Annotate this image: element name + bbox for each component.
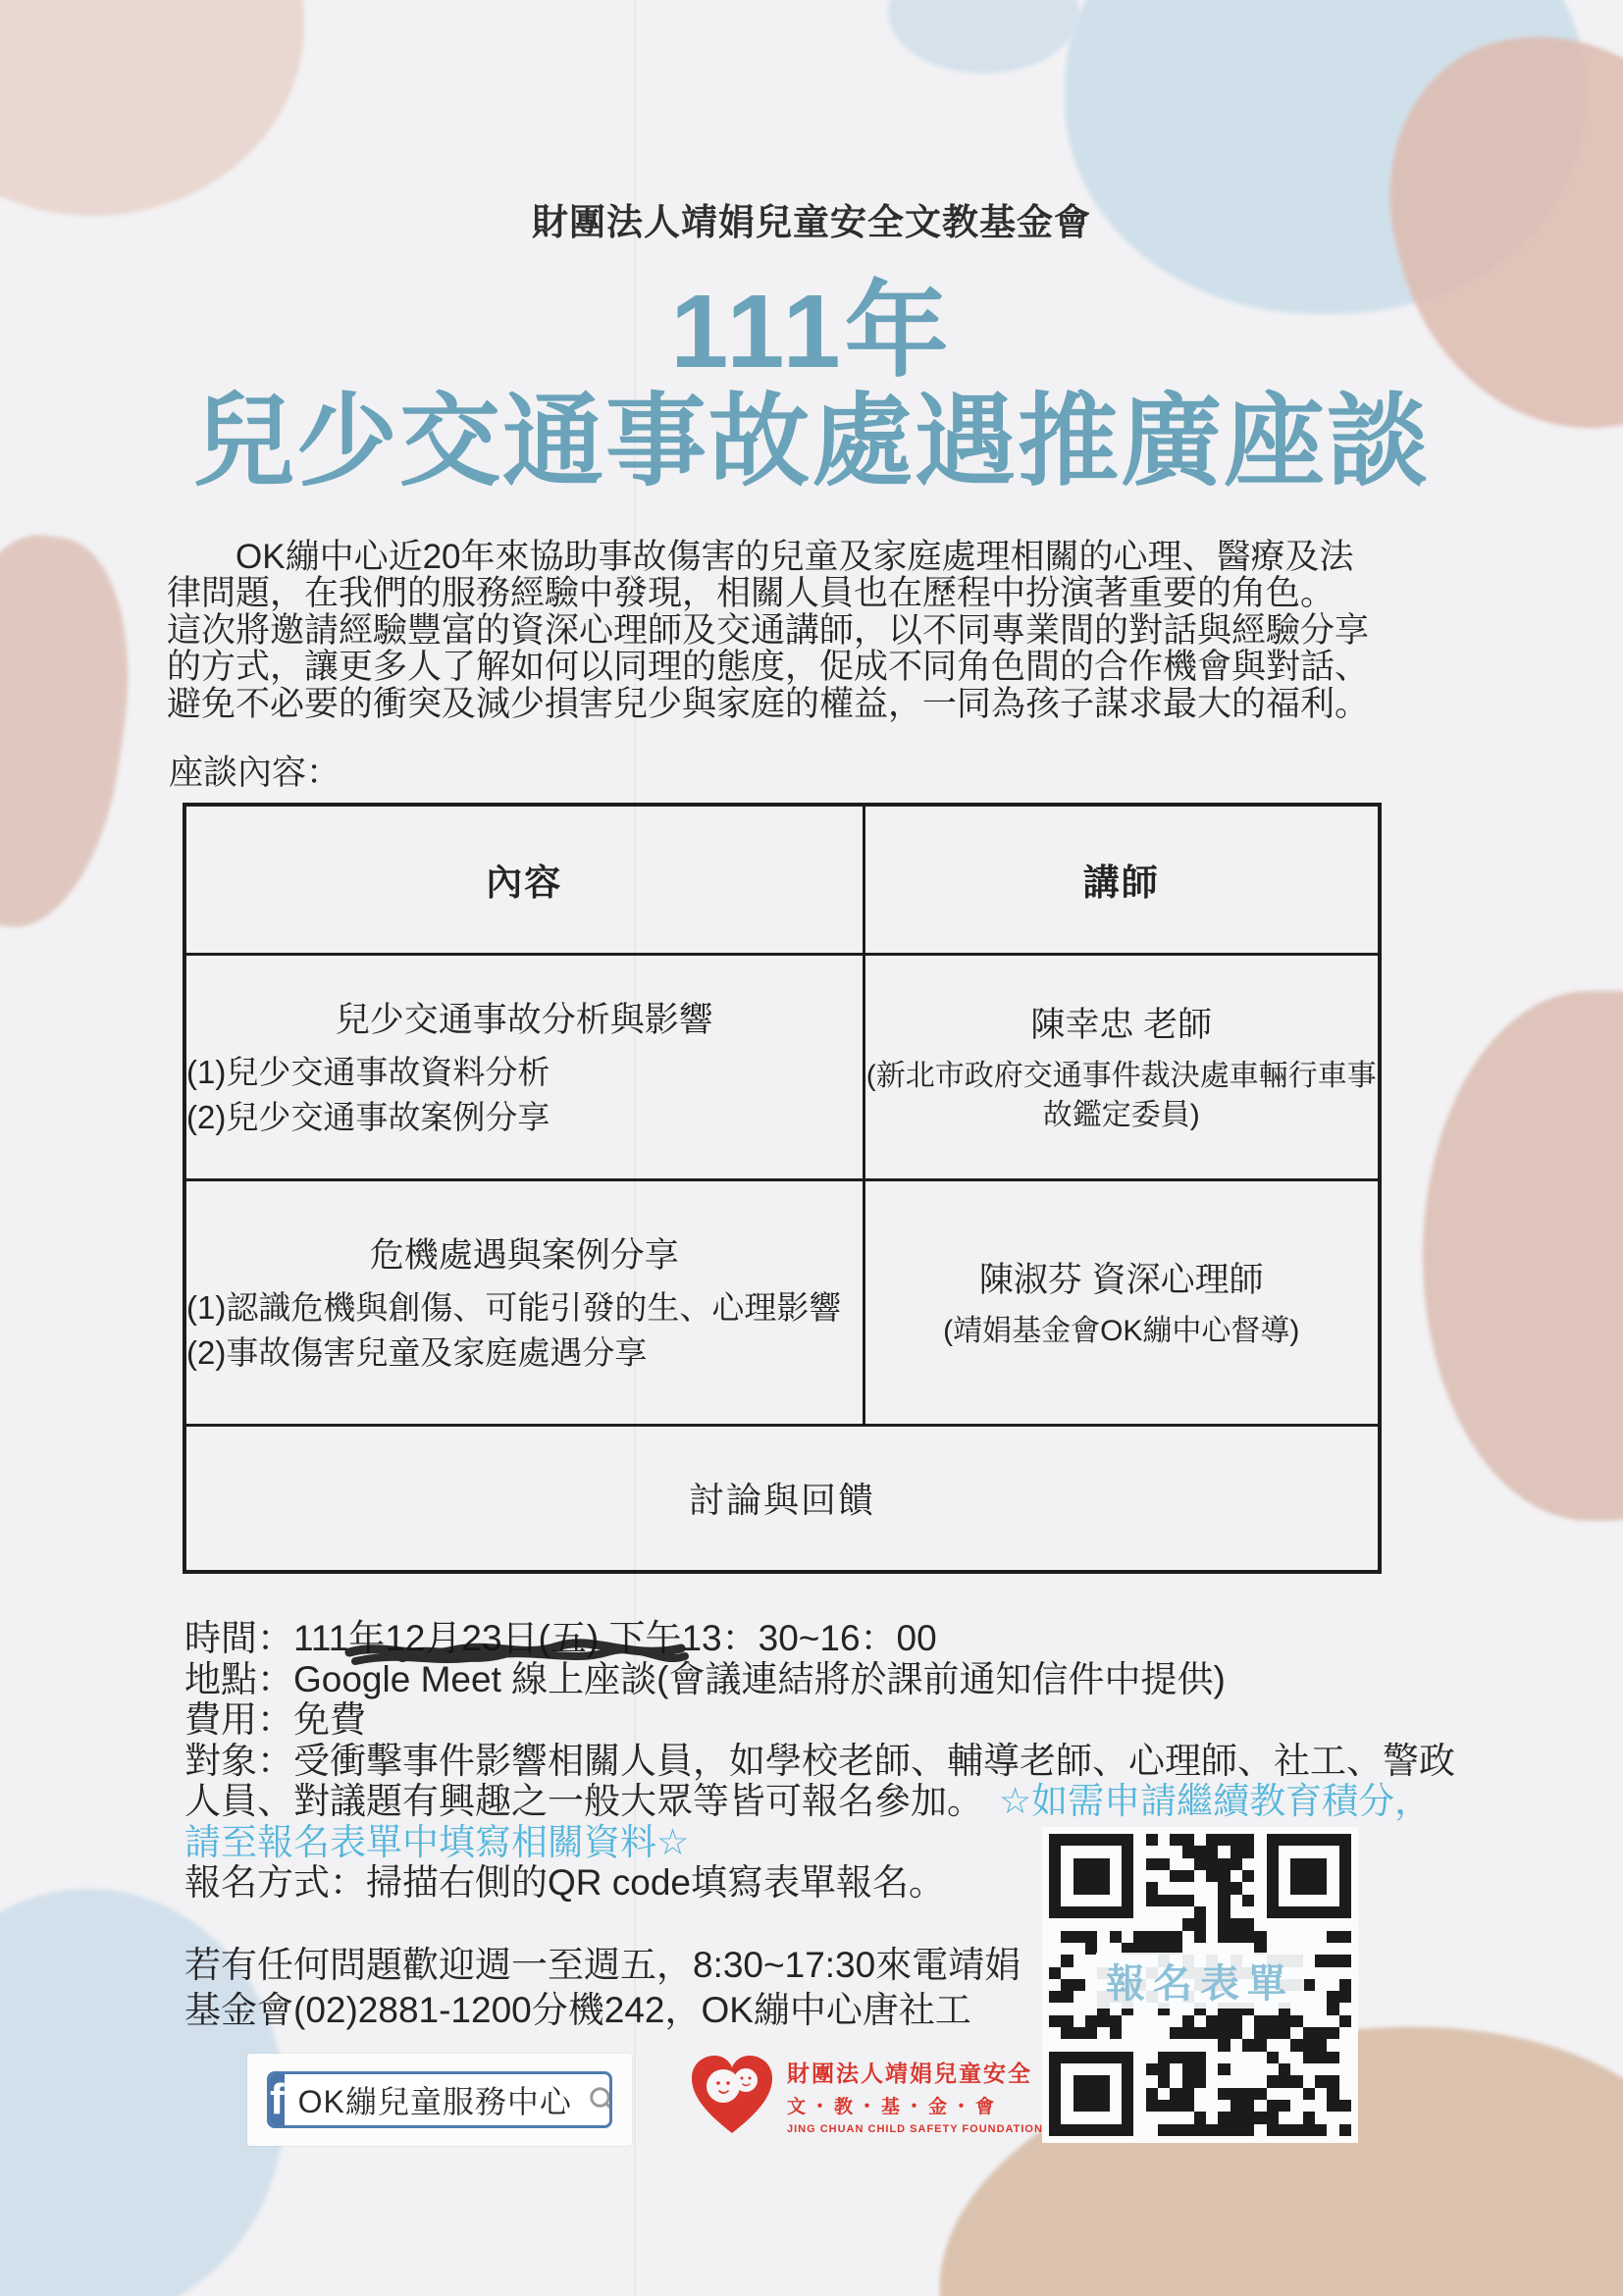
detail-audience-line2: 人員、對議題有興趣之一般大眾等皆可報名參加。 ☆如需申請繼續教育積分， xyxy=(184,1781,1432,1821)
speaker-affiliation: (新北市政府交通事件裁決處車輛行車事故鑑定委員) xyxy=(865,1060,1377,1131)
topic-point: (1)認識危機與創傷、可能引發的生、心理影響 xyxy=(186,1289,842,1326)
intro-line: OK繃中心近20年來協助事故傷害的兒童及家庭處理相關的心理、醫療及法 xyxy=(167,538,1354,576)
foundation-logo-text xyxy=(787,2056,1043,2135)
speaker-affiliation: (靖娟基金會OK繃中心督導) xyxy=(943,1315,1300,1347)
intro-paragraph xyxy=(167,539,1369,722)
facebook-icon: f xyxy=(270,2071,285,2128)
intro-line: 的方式，讓更多人了解如何以同理的態度，促成不同角色間的合作機會與對話、 xyxy=(167,648,1370,687)
qr-code xyxy=(1042,1827,1358,2143)
foundation-name-zh: 財團法人靖娟兒童安全 xyxy=(787,2060,1032,2086)
continuing-education-note: ☆如需申請繼續教育積分， xyxy=(999,1781,1432,1821)
search-icon xyxy=(578,2085,612,2114)
decor-blob-right-pink xyxy=(1423,991,1623,1521)
continuing-education-note-line2: 請至報名表單中填寫相關資料☆ xyxy=(184,1821,690,1862)
facebook-search-box xyxy=(267,2071,612,2128)
detail-audience-line1: 對象：受衝擊事件影響相關人員，如學校老師、輔導老師、心理師、社工、警政 xyxy=(184,1740,1455,1781)
event-title xyxy=(0,274,1623,497)
speaker-cell xyxy=(864,1179,1380,1425)
agenda-section-label: 座談內容： xyxy=(169,754,341,792)
discussion-cell: 討論與回饋 xyxy=(184,1425,1380,1572)
contact-line: 若有任何問題歡迎週一至週五，8:30~17:30來電靖娟 xyxy=(184,1944,1021,1985)
detail-location: 地點：Google Meet 線上座談(會議連結將於課前通知信件中提供) xyxy=(184,1658,1226,1699)
intro-line: 律問題，在我們的服務經驗中發現，相關人員也在歷程中扮演著重要的角色。 xyxy=(167,574,1335,613)
topic-cell xyxy=(184,1179,864,1425)
topic-title: 危機處遇與案例分享 xyxy=(369,1236,679,1275)
detail-fee: 費用：免費 xyxy=(184,1699,366,1740)
contact-line: 基金會(02)2881-1200分機242，OK繃中心唐社工 xyxy=(184,1989,971,2030)
decor-blob-left-pink xyxy=(0,523,149,938)
marker-scribble xyxy=(343,1638,691,1673)
col-header-content: 內容 xyxy=(184,805,864,954)
qr-code-label: 報名表單 xyxy=(1096,1953,1304,2009)
col-header-speaker: 講師 xyxy=(864,805,1380,954)
intro-line: 避免不必要的衝突及減少損害兒少與家庭的權益，一同為孩子謀求最大的福利。 xyxy=(167,684,1370,723)
topic-point: (2)事故傷害兒童及家庭處遇分享 xyxy=(186,1334,648,1371)
topic-cell xyxy=(184,954,864,1179)
speaker-cell xyxy=(864,954,1380,1179)
table-footer-row xyxy=(184,1425,1380,1572)
topic-title: 兒少交通事故分析與影響 xyxy=(335,1001,713,1039)
table-header-row xyxy=(184,805,1380,954)
table-row xyxy=(184,1179,1380,1425)
table-row xyxy=(184,954,1380,1179)
foundation-name-zh2: 文・教・基・金・會 xyxy=(787,2096,1000,2117)
facebook-badge xyxy=(247,2054,632,2146)
foundation-name-en: JING CHUAN CHILD SAFETY FOUNDATION xyxy=(787,2122,1043,2135)
foundation-logo xyxy=(687,2049,1043,2141)
agenda-table xyxy=(183,803,1382,1574)
topic-point: (1)兒少交通事故資料分析 xyxy=(186,1054,550,1090)
detail-time: 時間：111年12月23日(五) 下午13：30~16：00 xyxy=(184,1618,937,1658)
heart-logo-icon xyxy=(687,2049,777,2141)
detail-registration: 報名方式：掃描右側的QR code填寫表單報名。 xyxy=(184,1862,946,1903)
topic-point: (2)兒少交通事故案例分享 xyxy=(186,1099,550,1135)
decor-blob-top-blue-small xyxy=(888,0,1079,74)
organization-header: 財團法人靖娟兒童安全文教基金會 xyxy=(532,202,1091,242)
facebook-page-name: OK繃兒童服務中心 xyxy=(297,2084,572,2119)
event-title-name: 兒少交通事故處遇推廣座談 xyxy=(193,385,1430,497)
event-title-year: 111年 xyxy=(670,274,953,390)
decor-blob-top-left-pink xyxy=(0,0,304,216)
speaker-name: 陳幸忠 老師 xyxy=(1030,1006,1213,1044)
intro-line: 這次將邀請經驗豐富的資深心理師及交通講師，以不同專業間的對話與經驗分享 xyxy=(167,610,1370,650)
speaker-name: 陳淑芬 資深心理師 xyxy=(978,1261,1264,1299)
